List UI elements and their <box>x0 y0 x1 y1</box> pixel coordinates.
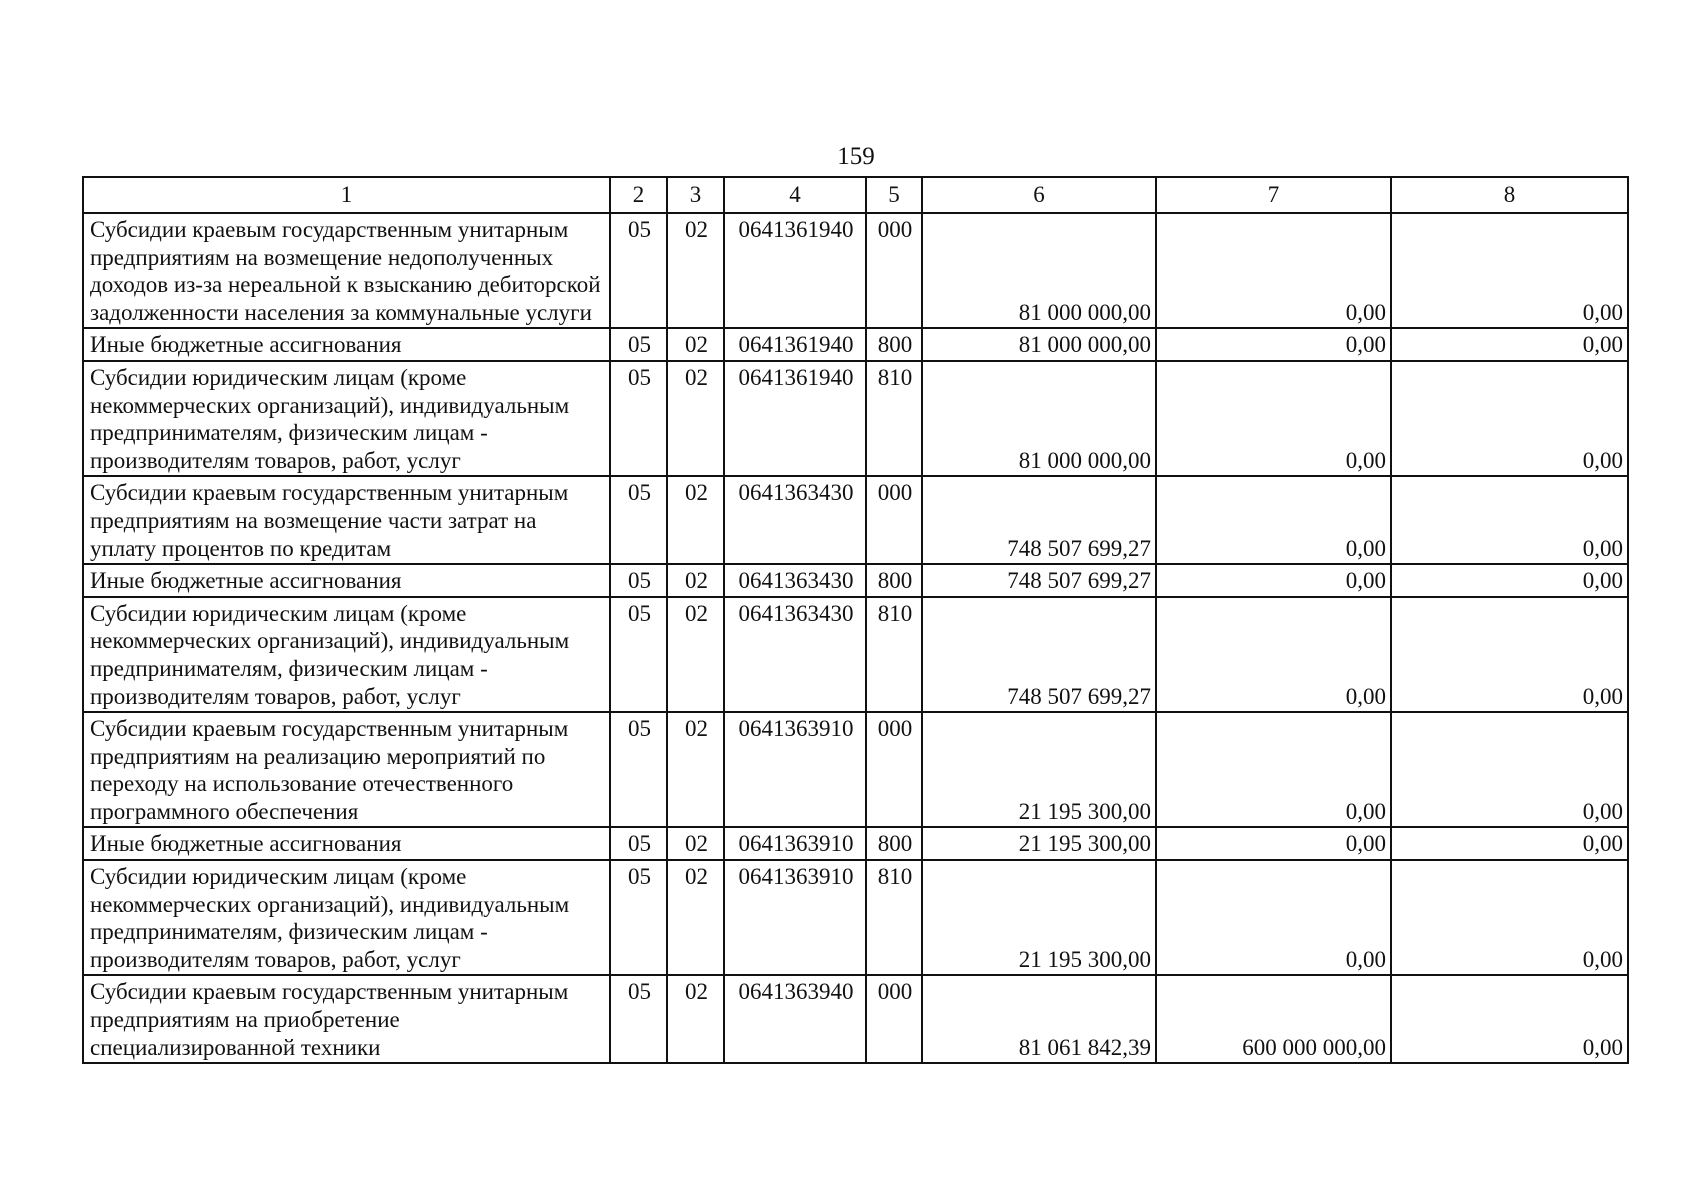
column-header: 8 <box>1391 177 1628 213</box>
subsection-code: 02 <box>667 712 724 827</box>
section-code: 05 <box>610 328 667 361</box>
amount-col8: 0,00 <box>1391 597 1628 712</box>
row-description: Субсидии краевым государственным унитарным предприятиям на возмещение недополученных доходов из-за нереальной к взысканию дебиторской задолженности населения за коммунальные услуги <box>83 213 610 328</box>
amount-col8: 0,00 <box>1391 827 1628 860</box>
amount-col6: 21 195 300,00 <box>922 712 1156 827</box>
table-row <box>83 564 1628 597</box>
column-number-row <box>83 177 1628 213</box>
table-row <box>83 476 1628 564</box>
section-code: 05 <box>610 213 667 328</box>
amount-col7: 0,00 <box>1156 564 1391 597</box>
amount-col6: 81 000 000,00 <box>922 213 1156 328</box>
section-code: 05 <box>610 564 667 597</box>
column-header: 6 <box>922 177 1156 213</box>
amount-col6: 81 000 000,00 <box>922 328 1156 361</box>
row-description: Иные бюджетные ассигнования <box>83 564 610 597</box>
expense-type-code: 800 <box>866 827 922 860</box>
amount-col7: 0,00 <box>1156 328 1391 361</box>
section-code: 05 <box>610 476 667 564</box>
amount-col6: 21 195 300,00 <box>922 860 1156 975</box>
column-header: 1 <box>83 177 610 213</box>
subsection-code: 02 <box>667 597 724 712</box>
amount-col7: 600 000 000,00 <box>1156 975 1391 1063</box>
table-row <box>83 975 1628 1063</box>
row-description: Субсидии юридическим лицам (кроме некоммерческих организаций), индивидуальным предпринимателям, физическим лицам - производителям товаров, работ, услуг <box>83 597 610 712</box>
subsection-code: 02 <box>667 564 724 597</box>
section-code: 05 <box>610 975 667 1063</box>
row-description: Субсидии краевым государственным унитарным предприятиям на приобретение специализированной техники <box>83 975 610 1063</box>
expense-type-code: 000 <box>866 476 922 564</box>
expense-type-code: 000 <box>866 213 922 328</box>
target-article-code: 0641361940 <box>724 361 866 476</box>
amount-col6: 81 061 842,39 <box>922 975 1156 1063</box>
section-code: 05 <box>610 827 667 860</box>
amount-col8: 0,00 <box>1391 564 1628 597</box>
row-description: Субсидии краевым государственным унитарным предприятиям на возмещение части затрат на уплату процентов по кредитам <box>83 476 610 564</box>
amount-col8: 0,00 <box>1391 476 1628 564</box>
column-header: 4 <box>724 177 866 213</box>
expense-type-code: 000 <box>866 975 922 1063</box>
subsection-code: 02 <box>667 476 724 564</box>
expense-type-code: 000 <box>866 712 922 827</box>
row-description: Иные бюджетные ассигнования <box>83 328 610 361</box>
column-header: 5 <box>866 177 922 213</box>
amount-col7: 0,00 <box>1156 597 1391 712</box>
amount-col7: 0,00 <box>1156 361 1391 476</box>
subsection-code: 02 <box>667 975 724 1063</box>
amount-col6: 748 507 699,27 <box>922 476 1156 564</box>
section-code: 05 <box>610 712 667 827</box>
table-row <box>83 328 1628 361</box>
column-header: 2 <box>610 177 667 213</box>
amount-col7: 0,00 <box>1156 860 1391 975</box>
amount-col7: 0,00 <box>1156 213 1391 328</box>
amount-col6: 748 507 699,27 <box>922 597 1156 712</box>
row-description: Иные бюджетные ассигнования <box>83 827 610 860</box>
expense-type-code: 800 <box>866 328 922 361</box>
target-article-code: 0641361940 <box>724 328 866 361</box>
subsection-code: 02 <box>667 213 724 328</box>
budget-table <box>82 176 1629 1064</box>
expense-type-code: 800 <box>866 564 922 597</box>
amount-col7: 0,00 <box>1156 712 1391 827</box>
subsection-code: 02 <box>667 328 724 361</box>
amount-col6: 81 000 000,00 <box>922 361 1156 476</box>
amount-col7: 0,00 <box>1156 827 1391 860</box>
table-row <box>83 361 1628 476</box>
section-code: 05 <box>610 860 667 975</box>
amount-col8: 0,00 <box>1391 712 1628 827</box>
row-description: Субсидии юридическим лицам (кроме некоммерческих организаций), индивидуальным предпринимателям, физическим лицам - производителям товаров, работ, услуг <box>83 860 610 975</box>
table-row <box>83 712 1628 827</box>
amount-col8: 0,00 <box>1391 328 1628 361</box>
subsection-code: 02 <box>667 361 724 476</box>
target-article-code: 0641363910 <box>724 827 866 860</box>
column-header: 3 <box>667 177 724 213</box>
table-row <box>83 213 1628 328</box>
column-header: 7 <box>1156 177 1391 213</box>
amount-col8: 0,00 <box>1391 361 1628 476</box>
row-description: Субсидии краевым государственным унитарным предприятиям на реализацию мероприятий по переходу на использование отечественного программного обеспечения <box>83 712 610 827</box>
page-number: 159 <box>837 143 875 170</box>
target-article-code: 0641363910 <box>724 712 866 827</box>
section-code: 05 <box>610 361 667 476</box>
table-row <box>83 827 1628 860</box>
expense-type-code: 810 <box>866 860 922 975</box>
amount-col8: 0,00 <box>1391 213 1628 328</box>
amount-col8: 0,00 <box>1391 975 1628 1063</box>
row-description: Субсидии юридическим лицам (кроме некоммерческих организаций), индивидуальным предпринимателям, физическим лицам - производителям товаров, работ, услуг <box>83 361 610 476</box>
section-code: 05 <box>610 597 667 712</box>
subsection-code: 02 <box>667 860 724 975</box>
target-article-code: 0641363430 <box>724 597 866 712</box>
target-article-code: 0641361940 <box>724 213 866 328</box>
target-article-code: 0641363940 <box>724 975 866 1063</box>
table-row <box>83 860 1628 975</box>
expense-type-code: 810 <box>866 361 922 476</box>
target-article-code: 0641363430 <box>724 564 866 597</box>
target-article-code: 0641363910 <box>724 860 866 975</box>
amount-col6: 21 195 300,00 <box>922 827 1156 860</box>
expense-type-code: 810 <box>866 597 922 712</box>
table-row <box>83 597 1628 712</box>
subsection-code: 02 <box>667 827 724 860</box>
target-article-code: 0641363430 <box>724 476 866 564</box>
amount-col6: 748 507 699,27 <box>922 564 1156 597</box>
amount-col7: 0,00 <box>1156 476 1391 564</box>
amount-col8: 0,00 <box>1391 860 1628 975</box>
